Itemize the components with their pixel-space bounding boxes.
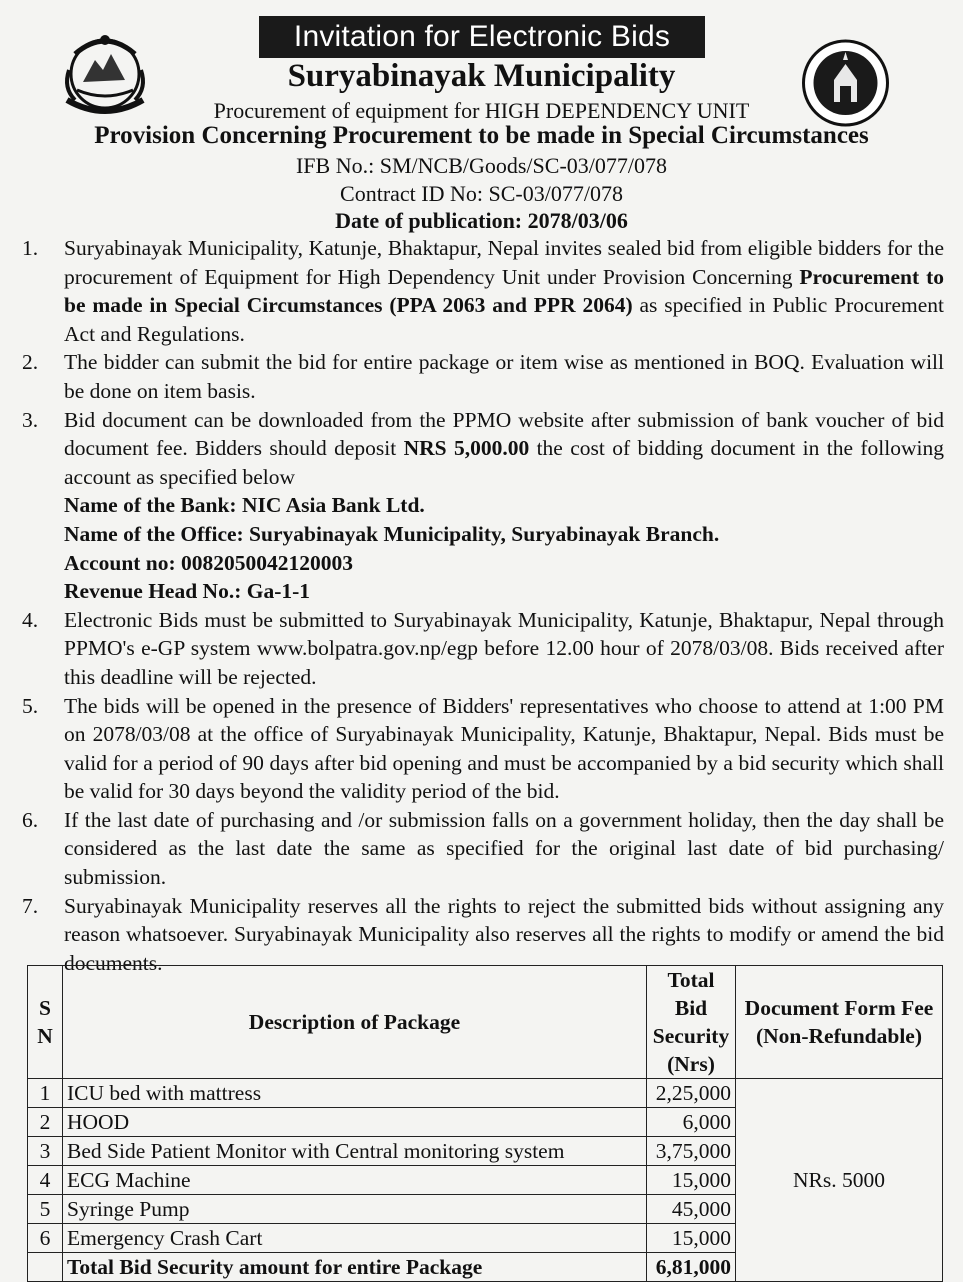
cell-sn — [28, 1253, 63, 1282]
cell-document-fee: NRs. 5000 — [736, 1079, 943, 1282]
item-text: The bidder can submit the bid for entire package or item wise as mentioned in BOQ. Evaluation will be done on item basis. — [64, 350, 944, 403]
list-item — [22, 806, 944, 892]
table-row — [28, 1079, 943, 1108]
item-number: 6. — [22, 807, 39, 832]
total-label: Total Bid Security amount for entire Package — [63, 1253, 647, 1282]
procurement-subtitle: Procurement of equipment for HIGH DEPENDENCY UNIT — [213, 98, 750, 123]
item-text: The bids will be opened in the presence of Bidders' representatives who choose to attend at 1:00 PM on 2078/03/08 at the office of Suryabinayak Municipality, Katunje, Bhaktapur, Nepal. Bids must be valid for a period of 90 days after bid opening and must be accompanied by a bid security which shall be valid for 30 days beyond the validity period of the bid. — [64, 693, 944, 804]
provision-heading: Provision Concerning Procurement to be made in Special Circumstances — [94, 122, 869, 149]
cell-description: Bed Side Patient Monitor with Central monitoring system — [63, 1137, 647, 1166]
total-value: 6,81,000 — [647, 1253, 736, 1282]
office-name: Name of the Office: Suryabinayak Municipality, Suryabinayak Branch. — [64, 521, 720, 546]
page-banner: Invitation for Electronic Bids — [259, 16, 705, 58]
ifb-number: IFB No.: SM/NCB/Goods/SC-03/077/078 — [295, 153, 667, 178]
item-text: Electronic Bids must be submitted to Suryabinayak Municipality, Katunje, Bhaktapur, Nepal through PPMO's e-GP system www.bolpatra.gov.np/egp before 12.00 hour of 2078/03/08. Bids received after this deadline will be rejected. — [64, 607, 944, 689]
item-number: 3. — [22, 407, 39, 432]
list-item — [22, 234, 944, 348]
cell-security: 15,000 — [647, 1166, 736, 1195]
cell-description: ECG Machine — [63, 1166, 647, 1195]
municipality-title: Suryabinayak Municipality — [287, 58, 676, 94]
notice-items — [22, 234, 944, 977]
list-item — [22, 406, 944, 606]
publication-date: Date of publication: 2078/03/06 — [335, 208, 628, 233]
cell-description: HOOD — [63, 1108, 647, 1137]
bank-name: Name of the Bank: NIC Asia Bank Ltd. — [64, 493, 425, 518]
item-text: Bid document can be downloaded from the PPMO website after submission of bank voucher of bid document fee. Bidders should deposit — [64, 407, 944, 461]
item-bold-text: NRS 5,000.00 — [403, 436, 530, 461]
cell-sn: 5 — [28, 1195, 63, 1224]
table-header-row — [28, 966, 943, 1079]
item-number: 7. — [22, 893, 39, 918]
list-item — [22, 606, 944, 692]
cell-security: 2,25,000 — [647, 1079, 736, 1108]
cell-description: Emergency Crash Cart — [63, 1224, 647, 1253]
header-document-fee: Document Form Fee (Non-Refundable) — [736, 966, 943, 1079]
cell-sn: 2 — [28, 1108, 63, 1137]
header-description: Description of Package — [63, 966, 647, 1079]
item-number: 5. — [22, 693, 39, 718]
header-sn: S N — [28, 966, 63, 1079]
boq-table — [27, 965, 943, 1282]
item-text: as specified in Public Procurement Act and Regulations. — [64, 293, 944, 346]
item-number: 4. — [22, 607, 39, 632]
cell-sn: 4 — [28, 1166, 63, 1195]
header-bid-security: Total Bid Security (Nrs) — [647, 966, 736, 1079]
cell-security: 15,000 — [647, 1224, 736, 1253]
account-number: Account no: 0082050042120003 — [64, 550, 354, 575]
item-bold-text: Procurement to be made in Special Circumstances (PPA 2063 and PPR 2064) — [64, 264, 944, 318]
cell-sn: 3 — [28, 1137, 63, 1166]
item-text: Suryabinayak Municipality, Katunje, Bhaktapur, Nepal invites sealed bid from eligible bidders for the procurement of Equipment for High Dependency Unit under Provision Concerning — [64, 236, 944, 289]
contract-id: Contract ID No: SC-03/077/078 — [340, 181, 623, 206]
cell-description: ICU bed with mattress — [63, 1079, 647, 1108]
item-number: 2. — [22, 350, 39, 375]
cell-security: 3,75,000 — [647, 1137, 736, 1166]
item-text: the cost of bidding document in the following account as specified below — [64, 436, 945, 489]
cell-sn: 1 — [28, 1079, 63, 1108]
cell-description: Syringe Pump — [63, 1195, 647, 1224]
list-item — [22, 692, 944, 806]
item-text: Suryabinayak Municipality reserves all the rights to reject the submitted bids without assigning any reason whatsoever. Suryabinayak Municipality also reserves all the rights to modify or amend the bid documents. — [64, 893, 944, 975]
list-item — [22, 348, 944, 405]
cell-security: 45,000 — [647, 1195, 736, 1224]
item-number: 1. — [22, 236, 39, 260]
cell-sn: 6 — [28, 1224, 63, 1253]
revenue-head: Revenue Head No.: Ga-1-1 — [64, 579, 311, 604]
cell-security: 6,000 — [647, 1108, 736, 1137]
item-text: If the last date of purchasing and /or submission falls on a government holiday, then the day shall be considered as the last date the same as specified for the original last date of bid purchasing/ submission. — [64, 807, 944, 890]
